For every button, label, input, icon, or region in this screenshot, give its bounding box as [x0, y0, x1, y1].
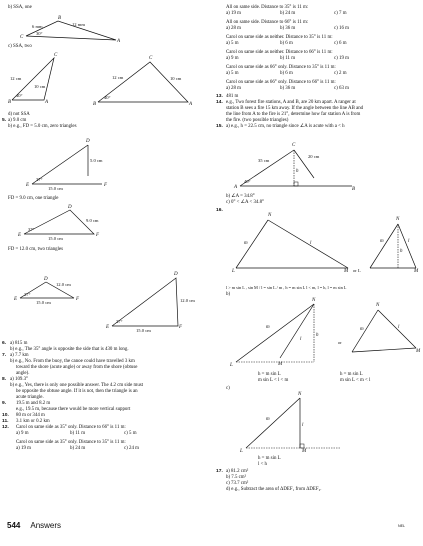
svg-text:M: M — [416, 349, 421, 354]
svg-text:10 cm: 10 cm — [34, 84, 46, 89]
svg-text:h: h — [316, 333, 319, 338]
condition-3-b: l < h — [258, 462, 268, 467]
svg-text:20 cm: 20 cm — [308, 154, 320, 159]
svg-text:6 mm: 6 mm — [32, 24, 43, 29]
case3-heading: Carol on same side as neither. Distance to 35° is 11 m: — [226, 35, 333, 40]
answer-6a: a) 815 m — [10, 341, 28, 346]
svg-text:N: N — [312, 298, 316, 303]
condition-1-a: h = m sin L — [258, 372, 281, 377]
condition-2-b: m sin L < m < l — [340, 378, 371, 383]
svg-text:D: D — [68, 205, 72, 210]
svg-text:l: l — [398, 325, 400, 330]
svg-text:N: N — [396, 217, 400, 222]
case6-c: c) 63 m — [334, 86, 349, 91]
answer-14-line4: the fire. (two possible triangles) — [226, 118, 289, 123]
answer-7b-line3: angle). — [16, 371, 30, 376]
svg-text:A: A — [189, 102, 193, 107]
svg-text:F: F — [179, 325, 183, 330]
answer-7b-line2: toward the shore (acute angle) or away from the shore (obtuse — [16, 365, 138, 370]
fd-9-line: FD = 9.0 cm, one triangle — [8, 196, 59, 201]
svg-text:m: m — [380, 239, 384, 244]
fd-12-line: FD = 12.0 cm, two triangles — [8, 247, 64, 252]
svg-text:l: l — [302, 423, 304, 428]
svg-text:12 cm: 12 cm — [10, 76, 22, 81]
question-number: 15. — [216, 124, 223, 129]
svg-text:B: B — [8, 100, 12, 105]
condition-3-a: h = m sin L — [258, 456, 281, 461]
svg-text:N: N — [298, 392, 302, 397]
triangle-two-large-figure — [106, 270, 195, 333]
answer-6b: b) e.g., The 35° angle is opposite the side that is 430 m long. — [10, 347, 129, 352]
question-number: 17. — [216, 469, 223, 474]
svg-text:D: D — [86, 139, 90, 144]
svg-text:N: N — [268, 213, 272, 218]
svg-text:L: L — [230, 363, 233, 368]
svg-text:F: F — [104, 183, 108, 188]
answer-12-case2-b: b) 24 m — [70, 446, 86, 451]
svg-text:C: C — [20, 35, 24, 40]
answer-8b-line3: acute triangle. — [16, 395, 44, 400]
question-number: 13. — [216, 94, 223, 99]
item-c-ssa-two: c) SSA, two — [8, 44, 32, 49]
svg-text:F: F — [96, 233, 100, 238]
svg-text:10 cm: 10 cm — [170, 76, 182, 81]
case1-c: c) 7 m — [334, 11, 347, 16]
case6-a: a) 28 m — [226, 86, 241, 91]
svg-text:M: M — [344, 269, 349, 274]
page-number: 544 — [7, 521, 21, 530]
svg-text:E: E — [26, 183, 30, 188]
case4-b: b) 11 m — [280, 56, 296, 61]
answer-16a-condition: l > m sin L , sin M / l = sin L / m , h = m sin L l < m, l = h, l = m sin L — [226, 285, 347, 290]
svg-text:L: L — [240, 449, 243, 454]
answer-15a: a) e.g., h = 22.5 cm, no triangle since ∠A is acute with a < h — [226, 124, 345, 129]
svg-text:l: l — [310, 241, 312, 246]
svg-text:35 cm: 35 cm — [258, 158, 270, 163]
question-number: 14. — [216, 100, 223, 105]
case3-b: b) 6 m — [280, 41, 293, 46]
svg-text:30°: 30° — [36, 31, 43, 36]
case2-b: b) 36 m — [280, 26, 296, 31]
answer-17d: d) e.g., Subtract the area of ΔDEF₁ from ΔDEF₂. — [226, 487, 322, 492]
question-number: 6. — [2, 341, 7, 346]
case5-b: b) 6 m — [280, 71, 293, 76]
svg-text:E: E — [14, 297, 18, 302]
answer-7b-line1: b) e.g., No. From the buoy, the canoe could have travelled 3 km — [10, 359, 135, 364]
answer-12-case2-c: c) 24 m — [124, 446, 139, 451]
triangle-no-solution-figure — [236, 136, 356, 192]
condition-2-a: h = m sin L — [340, 372, 363, 377]
section-title: Answers — [30, 521, 62, 530]
svg-text:A: A — [234, 185, 238, 190]
case1-heading: All on same side. Distance to 35° is 11 m: — [226, 5, 309, 10]
answer-12-case1-c: c) 5 m — [124, 431, 137, 436]
condition-1-b: m sin L < l < m — [258, 378, 289, 383]
answer-7a: a) 7.7 km — [10, 353, 29, 358]
case5-c: c) 2 m — [334, 71, 347, 76]
question-number: 7. — [2, 353, 7, 358]
svg-text:B: B — [93, 102, 97, 107]
svg-text:12.0 cm: 12.0 cm — [180, 298, 195, 303]
svg-text:B: B — [352, 187, 356, 192]
answer-12-case2-a: a) 19 m — [16, 446, 31, 451]
svg-text:m: m — [244, 241, 248, 246]
svg-text:C: C — [149, 56, 153, 61]
svg-text:C: C — [292, 143, 296, 148]
answer-14-line1: e.g., Two forest fire stations, A and B, are 20 km apart. A ranger at — [226, 100, 356, 105]
svg-text:h: h — [400, 249, 403, 254]
svg-text:40°: 40° — [104, 95, 111, 100]
svg-text:B: B — [58, 16, 62, 21]
svg-text:h: h — [296, 169, 299, 174]
svg-text:D: D — [44, 277, 48, 282]
svg-text:m: m — [266, 417, 270, 422]
svg-text:D: D — [174, 272, 178, 277]
right-triangle-case-figure — [240, 390, 350, 454]
question-number: 12. — [2, 425, 9, 430]
case2-a: a) 28 m — [226, 26, 241, 31]
case5-heading: Carol on same side as 66° only. Distance to 35° is 11 m: — [226, 65, 336, 70]
case-l-greater-than-m-figure — [230, 206, 420, 274]
svg-text:A: A — [117, 39, 121, 44]
answer-10: 80 m or 344 m — [16, 413, 45, 418]
answer-14-line3: the line from A to the fire is 21°, determine how far station A is from — [226, 112, 361, 117]
svg-text:15.0 cm: 15.0 cm — [48, 236, 63, 241]
answer-16c-label: c) — [226, 386, 230, 391]
triangle-two-small-figure — [16, 276, 86, 304]
answer-9-explanation: e.g., 19.5 m, because there would be more vertical support — [16, 407, 131, 412]
question-number: 11. — [2, 419, 9, 424]
case2-c: c) 16 m — [334, 26, 349, 31]
triangle-ssa-one-figure — [20, 12, 120, 44]
triangle-ssa-two-figure — [8, 50, 193, 106]
answer-17b: b) 7.5 cm² — [226, 475, 247, 480]
answer-9: 19.5 m and 8.2 m — [16, 401, 51, 406]
triangle-one-figure — [20, 202, 105, 240]
svg-text:or L: or L — [353, 268, 361, 273]
answer-17a: a) 81.2 cm² — [226, 469, 249, 474]
case4-a: a) 9 m — [226, 56, 239, 61]
question-number: 5. — [2, 118, 7, 123]
svg-text:M: M — [278, 362, 283, 367]
case6-b: b) 36 m — [280, 86, 296, 91]
case3-a: a) 5 m — [226, 41, 239, 46]
publisher-mark: NEL — [398, 524, 405, 528]
svg-text:37°: 37° — [24, 292, 31, 297]
item-d-not-ssa: d) not SSA — [8, 112, 30, 117]
svg-text:40°: 40° — [16, 93, 23, 98]
question-number: 9. — [2, 401, 7, 406]
svg-text:l: l — [408, 239, 410, 244]
svg-text:M: M — [414, 269, 419, 274]
svg-text:E: E — [18, 233, 22, 238]
svg-text:9.0 cm: 9.0 cm — [86, 218, 99, 223]
case4-heading: Carol on same side as neither. Distance to 66° is 11 m: — [226, 50, 333, 55]
answer-12-case1-a: a) 9 m — [16, 431, 29, 436]
svg-text:12 cm: 12 cm — [112, 75, 124, 80]
question-number: 8. — [2, 377, 7, 382]
svg-text:C: C — [54, 53, 58, 58]
answer-15b: b) ∠A = 34.8° — [226, 194, 255, 199]
case5-a: a) 5 m — [226, 71, 239, 76]
svg-text:40°: 40° — [244, 179, 251, 184]
answer-13: 481 m — [226, 94, 239, 99]
svg-text:37°: 37° — [36, 177, 43, 182]
case6-heading: Carol on same side as 66° only. Distance to 66° is 11 m: — [226, 80, 336, 85]
svg-text:A: A — [45, 100, 49, 105]
svg-text:M: M — [302, 449, 307, 454]
triangle-zero-figure — [28, 132, 113, 192]
answer-15c: c) 0° < ∠A < 34.8° — [226, 200, 264, 205]
svg-text:m: m — [266, 325, 270, 330]
answer-12-case2: Carol on same side as 35° only. Distance to 35° is 11 m: — [16, 440, 126, 445]
case3-c: c) 6 m — [334, 41, 347, 46]
answer-16b-label: b) — [226, 292, 231, 297]
case2-heading: All on same side. Distance to 66° is 11 m: — [226, 20, 309, 25]
ambiguous-case-figure — [230, 296, 420, 368]
item-b-ssa-one: b) SSA, one — [8, 5, 32, 10]
svg-text:F: F — [76, 297, 80, 302]
svg-text:37°: 37° — [28, 227, 35, 232]
answer-12-case1-b: b) 11 m — [70, 431, 86, 436]
question-number: 10. — [2, 413, 9, 418]
page-footer — [7, 521, 61, 530]
answer-8a: a) 109.3° — [10, 377, 28, 382]
svg-text:15.0 cm: 15.0 cm — [36, 300, 51, 305]
svg-text:15.0 cm: 15.0 cm — [48, 186, 63, 191]
answer-14-line2: station B sees a fire 15 km away. If the angle between the line AB and — [226, 106, 364, 111]
svg-text:E: E — [106, 325, 110, 330]
svg-text:5.0 cm: 5.0 cm — [90, 158, 103, 163]
svg-text:12 mm: 12 mm — [72, 22, 85, 27]
svg-text:or: or — [338, 340, 342, 345]
svg-text:12.0 cm: 12.0 cm — [56, 282, 71, 287]
answer-17c: c) 73.7 cm² — [226, 481, 249, 486]
svg-text:37°: 37° — [116, 319, 123, 324]
answer-8b-line1: b) e.g., Yes, there is only one possible answer. The 4.2 cm side must — [10, 383, 144, 388]
case1-a: a) 19 m — [226, 11, 241, 16]
answer-5a: a) 9.0 cm — [8, 118, 27, 123]
svg-text:m: m — [360, 327, 364, 332]
svg-text:N: N — [376, 303, 380, 308]
answer-12-case1: Carol on same side as 35° only. Distance to 66° is 11 m: — [16, 425, 126, 430]
svg-text:L: L — [232, 269, 235, 274]
case4-c: c) 19 m — [334, 56, 349, 61]
svg-text:l: l — [300, 337, 302, 342]
answer-8b-line2: be opposite the obtuse angle. If it is not, then the triangle is an — [16, 389, 138, 394]
svg-text:15.0 cm: 15.0 cm — [136, 328, 151, 333]
question-number: 16. — [216, 208, 223, 213]
answer-11: 3.1 km or 0.2 km — [16, 419, 50, 424]
answer-5b: b) e.g., FD = 5.0 cm, zero triangles — [8, 124, 77, 129]
case1-b: b) 24 m — [280, 11, 296, 16]
